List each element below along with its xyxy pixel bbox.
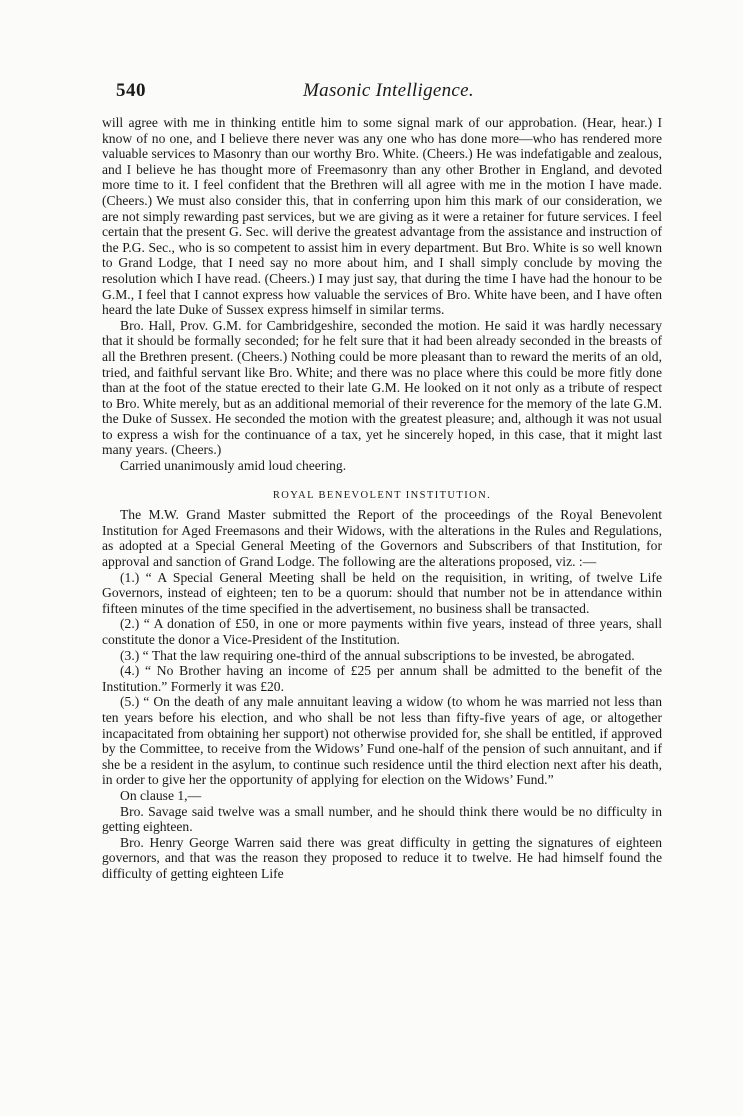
paragraph: On clause 1,— [120,787,202,803]
paragraph: will agree with me in thinking entitle him to some signal mark of our approbation. (Hear, hear.) I know of no one, and I believe there never was any one who has done more—who has rendered more valuable services to Masonry than our worthy Bro. White. (Cheers.) He was indefatigable and zealous, and I believe he has thought more of Freemasonry than any other Brother in England, and devoted more time to it. I feel confident that the Brethren will all agree with me in the motion I have made. (Cheers.) We must also consider this, that in conferring upon him this mark of our consideration, we are not simply rewarding past services, but we are giving as it were a retainer for future services. I feel certain that the present G. Sec. will derive the greatest advantage from the assistance and instruction of the P.G. Sec., who is so competent to assist him in every department. But Bro. White is so well known to Grand Lodge, that I need say no more about him, and I shall simply conclude by moving the resolution which I have read. (Cheers.) I may just say, that during the time I have had the honour to be G.M., I feel that I cannot express how valuable the services of Bro. White have been, and I have often heard the late Duke of Sussex express himself in similar terms. [102,115,662,318]
clause-paragraph: (2.) “ A donation of £50, in one or more payments within five years, instead of three years, shall constitute the donor a Vice-President of the Institution. [102,616,662,647]
paragraph: Bro. Henry George Warren said there was great difficulty in getting the signatures of eighteen governors, and that was the reason they proposed to reduce it to twelve. He had himself found the difficulty of getting eighteen Life [102,834,662,881]
page-number: 540 [116,80,146,101]
paragraph: The M.W. Grand Master submitted the Report of the proceedings of the Royal Benevolent Institution for Aged Freemasons and their Widows, with the alterations in the Rules and Regulations, as adopted at a Special General Meeting of the Governors and Subscribers of that Institution, for approval and sanction of Grand Lodge. The following are the alterations proposed, viz. :— [102,507,662,570]
clause-paragraph: (1.) “ A Special General Meeting shall be held on the requisition, in writing, of twelve Life Governors, instead of eighteen; ten to be a quorum: should that number not be in attendance within fifteen minutes of the time specified in the advertisement, no business shall be transacted. [102,569,662,616]
running-title: Masonic Intelligence. [303,80,474,101]
paragraph: Carried unanimously amid loud cheering. [120,458,347,474]
paragraph: Bro. Savage said twelve was a small number, and he should think there would be no difficulty in getting eighteen. [102,803,662,835]
paragraph: Bro. Hall, Prov. G.M. for Cambridgeshire, seconded the motion. He said it was hardly necessary that it should be formally seconded; for he felt sure that it had been already seconded in the breasts of all the Brethren present. (Cheers.) Nothing could be more pleasant than to reward the merits of an old, tried, and faithful servant like Bro. White; and there was no place where this could be more fitly done than at the foot of the statue erected to their late G.M. He looked on it not only as a tribute of respect to Bro. White merely, but as an additional memorial of their reverence for the memory of the late G.M. the Duke of Sussex. He seconded the motion with the greatest pleasure; and, although it was not usual to express a wish for the continuance of a tax, yet he sincerely hoped, in this case, that it might last many years. (Cheers.) [102,317,662,458]
section-heading: ROYAL BENEVOLENT INSTITUTION. [272,489,492,501]
clause-paragraph: (3.) “ That the law requiring one-third of the annual subscriptions to be invested, be abrogated. [120,647,635,663]
running-header [116,80,661,106]
article-body [102,115,662,882]
clause-paragraph: (5.) “ On the death of any male annuitant leaving a widow (to whom he was married not less than ten years before his election, and who shall be not less than fifty-five years of age, or altogether incapacitated from obtaining her support) not otherwise provided for, she shall be entitled, if approved by the Committee, to receive from the Widows’ Fund one-half of the pension of such annuitant, and if she be a resident in the asylum, to continue such residence until the third election next after his death, in order to give her the opportunity of applying for election on the Widows’ Fund.” [102,694,662,788]
clause-paragraph: (4.) “ No Brother having an income of £25 per annum shall be admitted to the benefit of the Institution.” Formerly it was £20. [102,663,662,694]
